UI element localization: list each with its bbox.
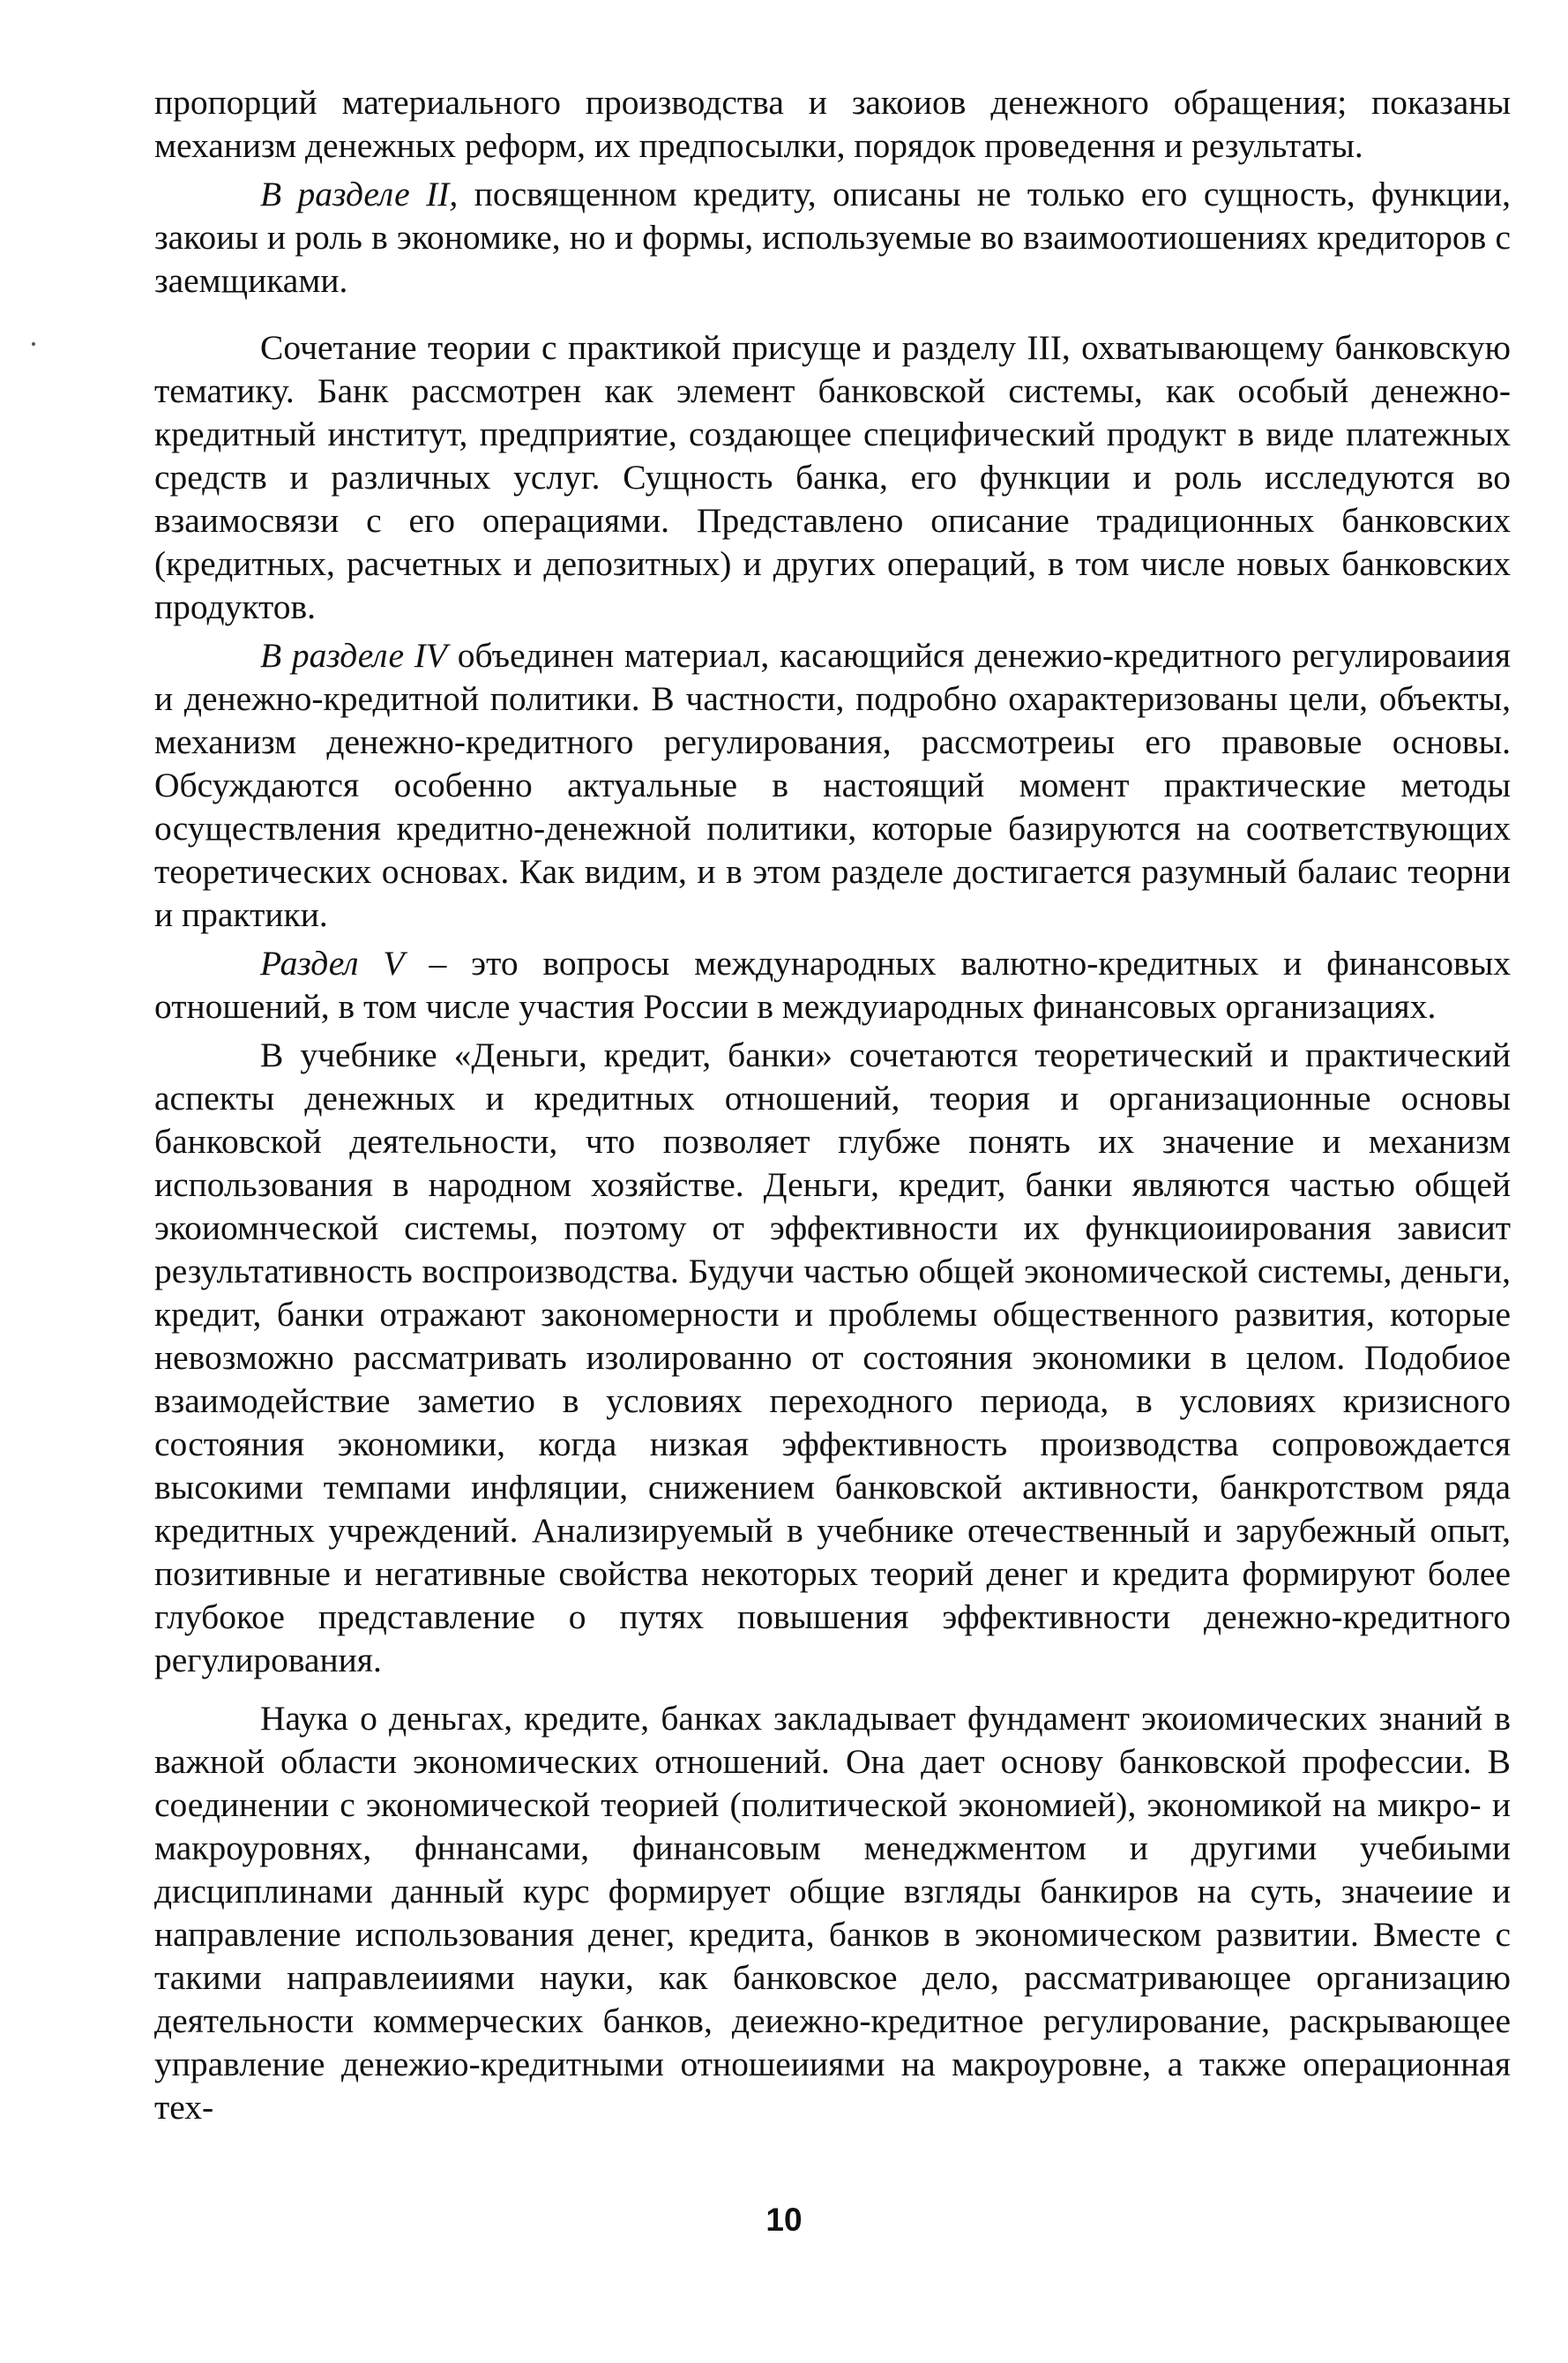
paragraph-text: В учебнике «Деньги, кредит, банки» сочетаются теоретический и практический аспекты денежных и кредитных отношений, теория и организационные основы банковской деятельности, что позволяет глубже понять их значение и механизм использования в народном хозяйстве. Деньги, кредит, банки являются частью общей экоиомнческой системы, поэтому от эффективности их функциоиирования зависит результативность воспроизводства. Будучи частью общей экономической системы, деньги, кредит, банки отражают закономерности и проблемы общественного развития, которые невозможно рассматривать изолированно от состояния экономики в целом. Подобиое взаимодействие заметио в условиях переходного периода, в условиях кризисного состояния экономики, когда низкая эффективность производства сопровождается высокими темпами инфляции, снижением банковской активности, банкротством ряда кредитных учреждений. Анализируемый в учебнике отечественный и зарубежный опыт, позитивные и негативные свойства некоторых теорий денег и кредита формируют более глубокое представление о путях повышения эффективности денежно-кредитного регулирования. — [154, 1036, 1511, 1679]
body-text — [154, 81, 1511, 2129]
paragraph-text: Сочетание теории с практикой присуще и разделу III, охватывающему банковскую тематику. Банк рассмотрен как элемент банковской системы, как особый денежно-кредитный институт, предприятие, создающее специфический продукт в виде платежных средств и различных услуг. Сущность банка, его функции и роль исследуются во взаимосвязи с его операциями. Представлено описание традиционных банковских (кредитных, расчетных и депозитных) и других операций, в том числе новых банковских продуктов. — [154, 328, 1511, 626]
paragraph-text: пропорций материального производства и закоиов денежного обращения; показаны механизм денежных реформ, их предпосылки, порядок проведення и результаты. — [154, 83, 1511, 165]
paragraph-lead: Раздел V — [260, 944, 405, 983]
paragraph-7 — [154, 1697, 1511, 2129]
paragraph-text: посвященном кредиту, описаны не только его сущность, функции, закоиы и роль в экономике, но и формы, используемые во взаимоотиошениях кредиторов с заемщиками. — [154, 175, 1511, 300]
paragraph-text: – это вопросы международных валютно-кредитных и финансовых отношений, в том числе участия России в междуиародных финансовых организациях. — [154, 944, 1511, 1026]
paragraph-5 — [154, 942, 1511, 1028]
paragraph-lead: В разделе II, — [260, 175, 459, 213]
paragraph-6 — [154, 1034, 1511, 1682]
scan-speck — [32, 342, 35, 346]
paragraph-2 — [154, 173, 1511, 303]
paragraph-1 — [154, 81, 1511, 168]
page-number: 10 — [765, 2202, 803, 2238]
paragraph-lead: В разделе IV — [260, 636, 448, 675]
paragraph-text: Наука о деньгах, кредите, банках закладывает фундамент экоиомических знаний в важной области экономических отношений. Она дает основу банковской профессии. В соединении с экономической теорией (политической экономией), экономикой на микро- и макроуровнях, фннансами, финансовым менеджментом и другими учебиыми дисциплинами данный курс формирует общие взгляды банкиров на суть, значеиие и направление использования денег, кредита, банков в экономическом развитии. Вместе с такими направлеииями науки, как банковское дело, рассматривающее организацию деятельности коммерческих банков, деиежно-кредитное регулирование, раскрывающее управление денежио-кредитными отношеииями на макроуровне, а также операционная тех- — [154, 1699, 1511, 2127]
paragraph-text: объединен материал, касающийся денежио-кредитного регулироваиия и денежно-кредитной политики. В частности, подробно охарактеризованы цели, объекты, механизм денежно-кредитного регулирования, рассмотреиы его правовые основы. Обсуждаются особенно актуальные в настоящий момент практические методы осуществления кредитно-денежной политики, которые базируются на соответствующих теоретических основах. Как видим, и в этом разделе достигается разумный балаис теорни и практики. — [154, 636, 1511, 934]
paragraph-3 — [154, 326, 1511, 629]
paragraph-4 — [154, 634, 1511, 937]
